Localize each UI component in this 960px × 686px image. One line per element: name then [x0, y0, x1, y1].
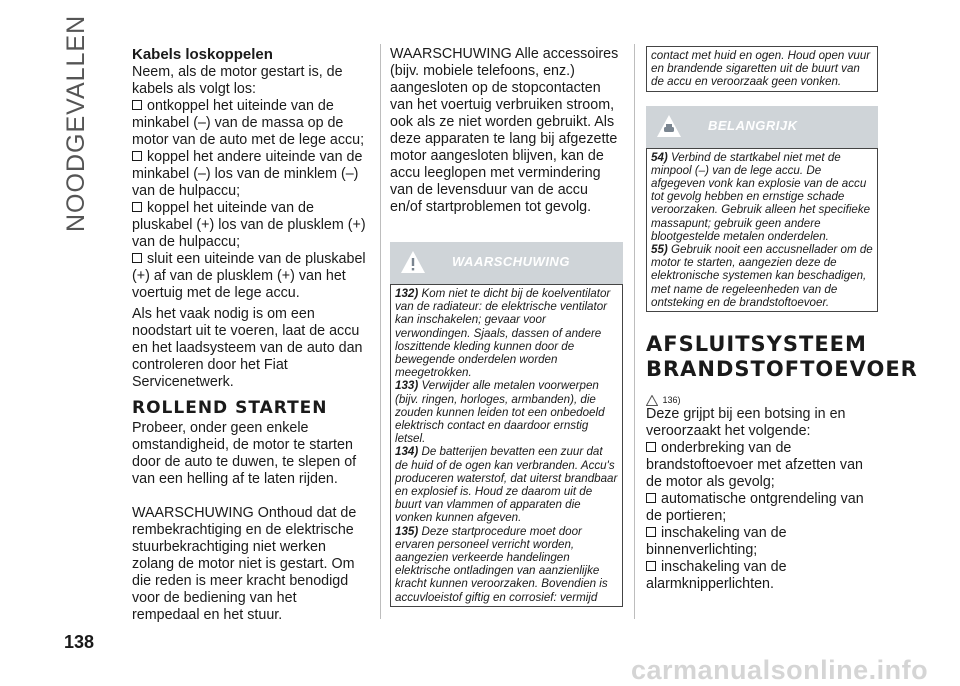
list-item: koppel het andere uiteinde van de minkabel (–) los van de minklem (–) van de hulpaccu; [132, 149, 363, 199]
checkbox-bullet-icon [646, 527, 656, 537]
fuel-cutoff-heading: AFSLUITSYSTEEM BRANDSTOFTOEVOER [646, 332, 918, 382]
chapter-side-title: NOODGEVALLEN [62, 14, 90, 232]
rolling-start-heading: ROLLEND STARTEN [132, 398, 328, 418]
power-steering-warning-paragraph: WAARSCHUWING Onthoud dat de rembekrachtiging en de elektrische stuurbekrachtiging niet werken zolang de motor niet is gestart. Om die reden is meer kracht benodigd voor de bediening van het rempedaal en het stuur. [132, 505, 357, 623]
rolling-start-paragraph: Probeer, onder geen enkele omstandigheid, de motor te starten door de auto te duwen, te slepen of van een helling af te laten rijden. [132, 420, 357, 487]
checkbox-bullet-icon [132, 202, 142, 212]
warning-note: 132) Kom niet te dicht bij de koelventilator van de radiateur: de elektrische ventilator kan inschakelen; gevaar voor verwondingen. Sjaals, dassen of andere loszittende kleding kunnen door de bewegende onderdelen worden meegetrokken. [395, 287, 611, 380]
warning-banner [390, 242, 623, 284]
list-item: inschakeling van de alarmknipperlichten. [646, 559, 787, 593]
list-item: onderbreking van de brandstoftoevoer met afzetten van de motor als gevolg; [646, 440, 863, 491]
warning-note: 135) Deze startprocedure moet door ervaren personeel verricht worden, aangezien verkeerde handelingen elektrische ontladingen van aanzienlijke kracht kunnen veroorzaken. Bovendien is accuvloeistof giftig en corrosief: vermijd [395, 524, 608, 604]
page-number: 138 [64, 632, 95, 652]
warning-triangle-icon [400, 250, 426, 274]
warning-note: 133) Verwijder alle metalen voorwerpen (bijv. ringen, horloges, armbanden), die zouden kunnen leiden tot een onbedoeld elektrisch contact en daardoor ernstig letsel. [395, 379, 605, 446]
column-divider-1 [380, 44, 381, 619]
column-1 [132, 46, 368, 624]
warning-label: WAARSCHUWING [452, 254, 570, 269]
watermark: carmanualsonline.info [631, 655, 929, 685]
list-item: ontkoppel het uiteinde van de minkabel (–) van de massa op de motor van de auto met de lege accu; [132, 98, 365, 148]
list-item: sluit een uiteinde van de pluskabel (+) af van de plusklem (+) van het voertuig met de lege accu. [132, 251, 366, 301]
disconnect-intro: Neem, als de motor gestart is, de kabels als volgt los: [132, 64, 343, 97]
service-paragraph: Als het vaak nodig is om een noodstart uit te voeren, laat de accu en het laadsysteem van de auto dan controleren door het Fiat Servicenetwerk. [132, 306, 363, 390]
list-item: automatische ontgrendeling van de portieren; [646, 491, 864, 525]
important-note: 55) Gebruik nooit een accusnellader om de motor te starten, aangezien deze de elektronische systemen kan beschadigen, met name de regeleenheden van de ontsteking en de brandstoftoevoer. [651, 243, 873, 309]
fuel-cutoff-intro: Deze grijpt bij een botsing in en veroorzaakt het volgende: [646, 406, 846, 440]
accessories-warning-paragraph: WAARSCHUWING Alle accessoires (bijv. mobiele telefoons, enz.) aangesloten op de stopcontacten van het voertuig verbruiken stroom, ook als ze niet worden gebruikt. Als deze apparaten te lang bij afgezette motor aangesloten blijven, kan de accu leeglopen met vermindering van de levensduur van de accu en/of startproblemen tot gevolg. [390, 46, 619, 215]
warning-note: 134) De batterijen bevatten een zuur dat de huid of de ogen kan verbranden. Accu's produceren waterstof, dat uiterst brandbaar en explosief is. Houd ze daarom uit de buurt van vlammen of apparaten die vonken kunnen afgeven. [395, 445, 618, 525]
list-item: inschakeling van de binnenverlichting; [646, 525, 787, 559]
checkbox-bullet-icon [132, 151, 142, 161]
warning-notes-box [390, 284, 623, 607]
checkbox-bullet-icon [132, 253, 142, 263]
column-2 [390, 46, 623, 607]
warning-continued-box [646, 46, 878, 92]
caution-car-icon [656, 114, 682, 138]
checkbox-bullet-icon [646, 493, 656, 503]
checkbox-bullet-icon [132, 100, 142, 110]
important-notes-box [646, 148, 878, 312]
column-divider-2 [634, 44, 635, 619]
important-note: 54) Verbind de startkabel niet met de minpool (–) van de lege accu. De afgegeven vonk kan explosie van de accu tot gevolg hebben en ernstige schade veroorzaken. Gebruik alleen het specifieke massapunt; gebruik geen andere blootgestelde metalen onderdelen. [651, 150, 871, 243]
reference-marker [646, 392, 878, 406]
important-banner [646, 106, 878, 148]
important-label: BELANGRIJK [708, 117, 798, 133]
checkbox-bullet-icon [646, 561, 656, 571]
disconnect-cables-heading: Kabels loskoppelen [132, 46, 273, 63]
column-3 [646, 46, 918, 593]
warning-continued-text: contact met huid en ogen. Houd open vuur en brandende sigaretten uit de buurt van de accu en veroorzaak geen vonken. [651, 49, 871, 89]
warning-triangle-icon [646, 395, 658, 406]
list-item: koppel het uiteinde van de pluskabel (+) los van de plusklem (+) van de hulpaccu; [132, 200, 366, 250]
checkbox-bullet-icon [646, 442, 656, 452]
reference-number: 136) [662, 395, 681, 406]
